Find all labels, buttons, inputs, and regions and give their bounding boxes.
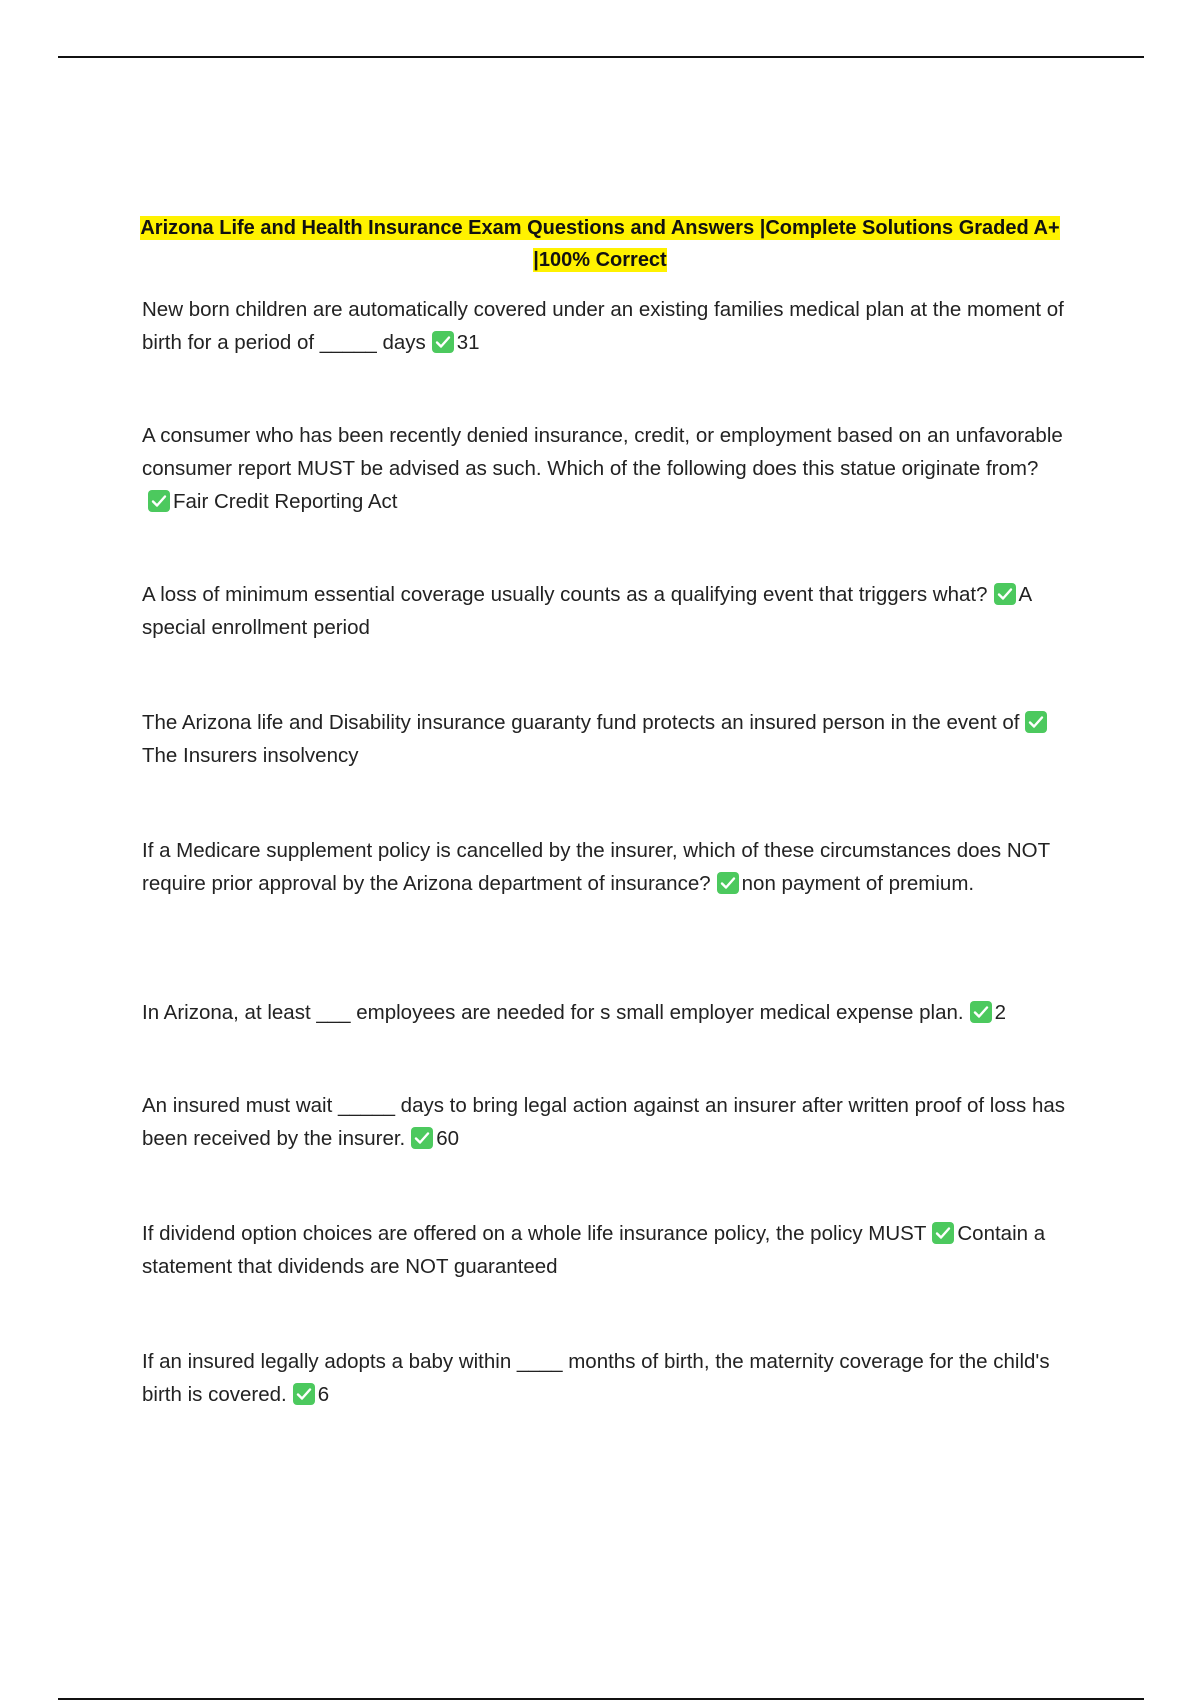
header-rule xyxy=(58,56,1144,58)
check-icon xyxy=(932,1222,954,1244)
check-icon xyxy=(411,1127,433,1149)
answer-text: The Insurers insolvency xyxy=(142,744,359,767)
qa-item-2 xyxy=(142,419,1067,518)
check-icon xyxy=(1025,711,1047,733)
qa-item-1 xyxy=(142,293,1067,359)
qa-item-4 xyxy=(142,706,1067,772)
answer-text: 6 xyxy=(317,1383,330,1406)
page-title xyxy=(130,212,1070,276)
answer-text: 31 xyxy=(456,331,480,354)
check-icon xyxy=(994,583,1016,605)
qa-item-7 xyxy=(142,1089,1067,1155)
question-text: If an insured legally adopts a baby within ____ months of birth, the maternity coverage for the child's birth is covered. xyxy=(142,1350,1050,1406)
qa-item-9 xyxy=(142,1345,1067,1411)
question-text: In Arizona, at least ___ employees are needed for s small employer medical expense plan. xyxy=(142,1001,964,1024)
answer-text: non payment of premium. xyxy=(741,872,975,895)
answer-text: Fair Credit Reporting Act xyxy=(173,490,398,513)
qa-item-8 xyxy=(142,1217,1067,1283)
question-text: New born children are automatically covered under an existing families medical plan at the moment of birth for a period of _____ days xyxy=(142,298,1064,354)
qa-item-3 xyxy=(142,578,1067,644)
question-text: A loss of minimum essential coverage usually counts as a qualifying event that triggers what? xyxy=(142,583,988,606)
answer-text: A special enrollment period xyxy=(142,583,1032,639)
question-text: An insured must wait _____ days to bring legal action against an insurer after written proof of loss has been received by the insurer. xyxy=(142,1094,1066,1150)
question-text: The Arizona life and Disability insurance guaranty fund protects an insured person in the event of xyxy=(142,711,1020,734)
question-text: If a Medicare supplement policy is cancelled by the insurer, which of these circumstances does NOT require prior approval by the Arizona department of insurance? xyxy=(142,839,1050,895)
answer-text: 60 xyxy=(436,1127,460,1150)
question-text: A consumer who has been recently denied insurance, credit, or employment based on an unfavorable consumer report MUST be advised as such. Which of the following does this statue originate from? xyxy=(142,424,1063,480)
check-icon xyxy=(717,872,739,894)
check-icon xyxy=(148,490,170,512)
question-text: If dividend option choices are offered on a whole life insurance policy, the policy MUST xyxy=(142,1222,927,1245)
check-icon xyxy=(293,1383,315,1405)
check-icon xyxy=(432,331,454,353)
title-highlight: Arizona Life and Health Insurance Exam Questions and Answers |Complete Solutions Graded A+ |100% Correct xyxy=(140,217,1060,271)
qa-item-5 xyxy=(142,834,1067,900)
qa-item-6 xyxy=(142,996,1067,1029)
check-icon xyxy=(970,1001,992,1023)
answer-text: Contain a statement that dividends are NOT guaranteed xyxy=(142,1222,1046,1278)
answer-text: 2 xyxy=(994,1001,1007,1024)
